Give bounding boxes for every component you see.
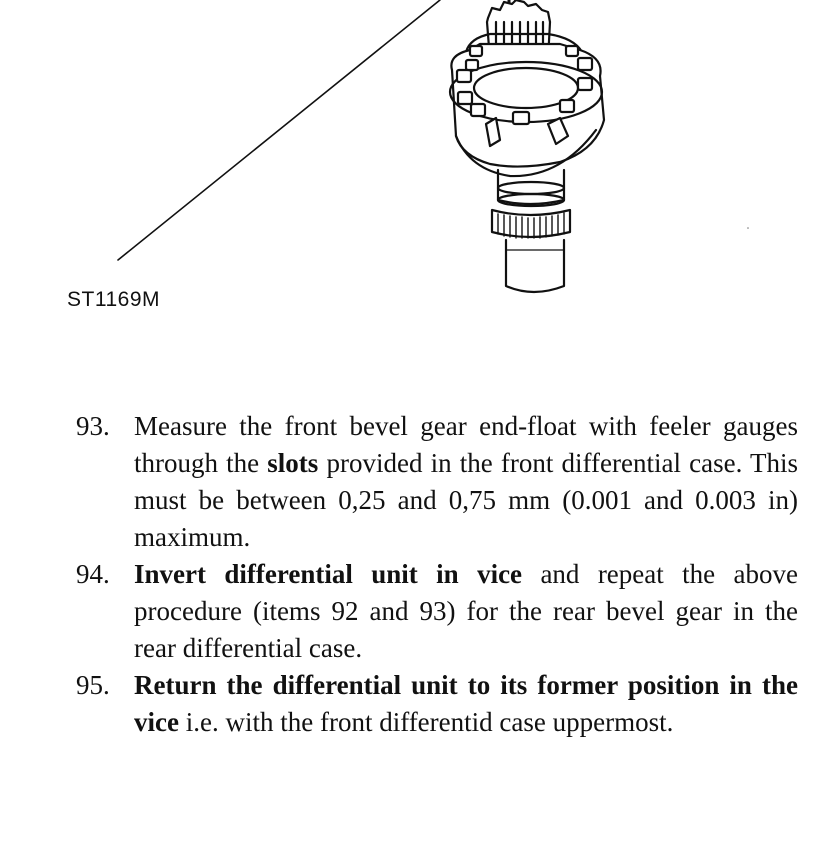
- step-text: [134, 408, 798, 556]
- leader-line: [118, 0, 440, 260]
- figure-label: ST1169M: [67, 288, 160, 311]
- step-95: [76, 667, 798, 741]
- step-93: [76, 408, 798, 556]
- step-text: [134, 667, 798, 741]
- step-number: 93.: [76, 411, 110, 441]
- technical-illustration: [0, 0, 834, 320]
- step-emphasis: slots: [267, 448, 319, 478]
- step-number: 95.: [76, 670, 110, 700]
- step-number: 94.: [76, 559, 110, 589]
- step-text-part: Measure the front bevel gear end-float with feeler gauges through the: [134, 411, 798, 478]
- step-text-part: and repeat the above procedure (items 92 and 93) for the rear bevel gear in the rear differential case.: [134, 559, 798, 663]
- step-text: [134, 556, 798, 667]
- differential-drawing: [0, 0, 834, 320]
- step-text-part: provided in the front differential case. This must be between 0,25 and 0,75 mm (0.001 and 0.003 in) maximum.: [134, 448, 798, 552]
- step-text-part: i.e. with the front differentid case uppermost.: [178, 707, 674, 737]
- step-emphasis: Return the differential unit to its former position in the vice: [134, 670, 798, 737]
- procedure-steps: [76, 408, 798, 741]
- step-emphasis: Invert differential unit in vice: [134, 559, 523, 589]
- step-94: [76, 556, 798, 667]
